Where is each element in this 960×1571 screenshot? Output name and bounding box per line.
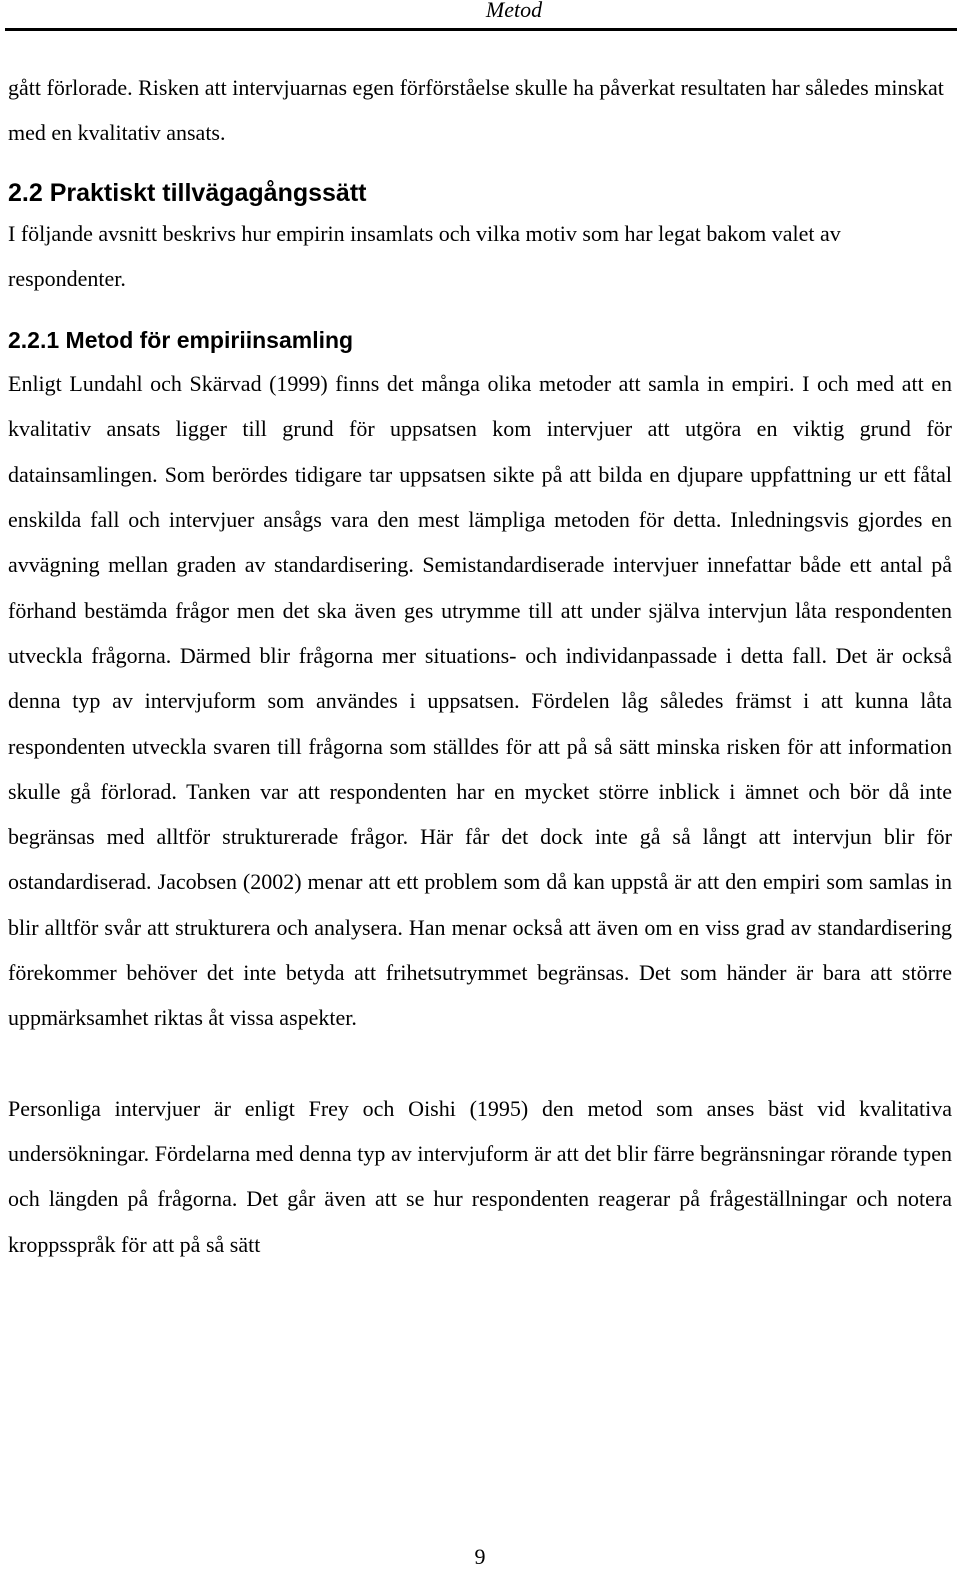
header-rule [5,28,957,31]
continued-paragraph: gått förlorade. Risken att intervjuarnas egen förförståelse skulle ha påverkat resultaten har således minskat med en kvalitativ ansats. [8,75,944,146]
subsection-paragraph: Enligt Lundahl och Skärvad (1999) finns det många olika metoder att samla in empiri. I och med att en kvalitativ ansats ligger till grund för uppsatsen kom intervjuer att utgöra en viktig grund för datainsamlingen. Som berördes tidigare tar uppsatsen sikte på att bilda en djupare uppfattning ur ett fåtal enskilda fall och intervjuer ansågs vara den mest lämpliga metoden för detta. Inledningsvis gjordes en avvägning mellan graden av standardisering. Semistandardiserade intervjuer innefattar både ett antal på förhand bestämda frågor men det ska även ges utrymme till att under själva intervjun låta respondenten utveckla frågorna. Därmed blir frågorna mer situations- och individanpassade i detta fall. Det är också denna typ av intervjuform som användes i uppsatsen. Fördelen låg således främst i att kunna låta respondenten utveckla svaren till frågorna som ställdes för att på så sätt minska risken för att information skulle gå förlorad. Tanken var att respondenten har en mycket större inblick i ämnet och bör då inte begränsas med alltför strukturerade frågor. Här får det dock inte gå så långt att intervjun blir för ostandardiserad. Jacobsen (2002) menar att ett problem som då kan uppstå är att den empiri som samlas in blir alltför svår att strukturera och analysera. Han menar också att även om en viss grad av standardisering förekommer behöver det inte betyda att frihetsutrymmet begränsas. Det som händer är bara att större uppmärksamhet riktas åt vissa aspekter. [8,371,952,1031]
section-intro-paragraph: I följande avsnitt beskrivs hur empirin insamlats och vilka motiv som har legat bakom valet av respondenter. [8,220,841,291]
running-header-title: Metod [485,0,543,22]
section-heading: 2.2 Praktiskt tillvägagångssätt [8,178,367,207]
document-body [8,65,952,1267]
subsection-heading: 2.2.1 Metod för empiriinsamling [8,327,354,354]
personal-interviews-paragraph: Personliga intervjuer är enligt Frey och Oishi (1995) den metod som anses bäst vid kvalitativa undersökningar. Fördelarna med denna typ av intervjuform är att det blir färre begränsningar rörande typen och längden på frågorna. Det går även att se hur respondenten reagerar på frågeställningar och notera kroppsspråk för att på så sätt [8,1095,952,1257]
page-number: 9 [474,1544,486,1569]
